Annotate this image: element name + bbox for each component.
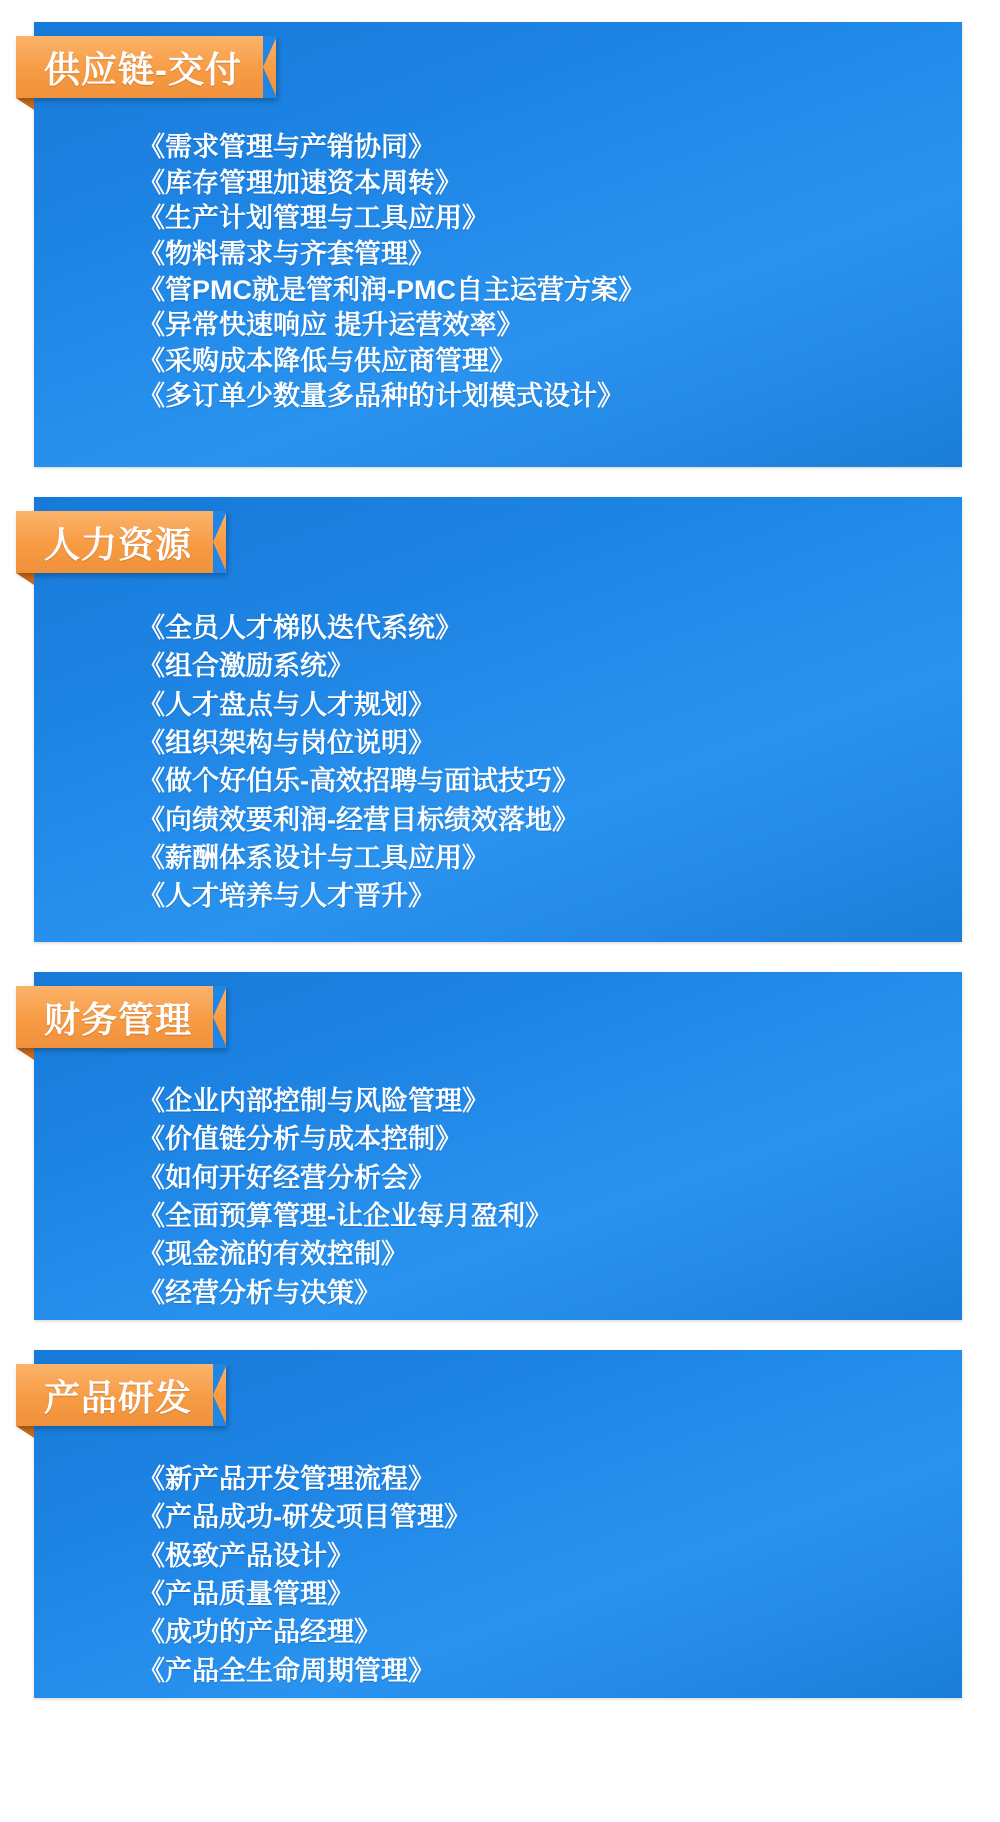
section-product-rnd	[34, 1350, 962, 1698]
ribbon-notch-icon	[263, 36, 277, 98]
list-item: 《管PMC就是管利润-PMC自主运营方案》	[138, 274, 645, 305]
list-item: 《多订单少数量多品种的计划模式设计》	[138, 381, 624, 412]
list-item: 《成功的产品经理》	[138, 1617, 381, 1648]
list-item: 《组合激励系统》	[138, 651, 354, 682]
list-item: 《做个好伯乐-高效招聘与面试技巧》	[138, 766, 579, 797]
section-title-ribbon	[16, 36, 276, 98]
list-item: 《组织架构与岗位说明》	[138, 727, 435, 758]
list-item: 《价值链分析与成本控制》	[138, 1124, 462, 1155]
list-item: 《采购成本降低与供应商管理》	[138, 345, 516, 376]
list-item: 《产品质量管理》	[138, 1578, 354, 1609]
list-item: 《极致产品设计》	[138, 1540, 354, 1571]
course-list	[138, 609, 932, 916]
list-item: 《人才盘点与人才规划》	[138, 689, 435, 720]
ribbon-fold-icon	[16, 98, 34, 110]
list-item: 《库存管理加速资本周转》	[138, 167, 462, 198]
list-item: 《向绩效要利润-经营目标绩效落地》	[138, 804, 579, 835]
section-title-ribbon	[16, 511, 226, 573]
list-item: 《生产计划管理与工具应用》	[138, 203, 489, 234]
list-item: 《物料需求与齐套管理》	[138, 238, 435, 269]
section-human-resources	[34, 497, 962, 942]
list-item: 《需求管理与产销协同》	[138, 132, 435, 162]
ribbon-notch-icon	[213, 1364, 227, 1426]
list-item: 《如何开好经营分析会》	[138, 1162, 435, 1193]
section-title: 人力资源	[44, 523, 193, 565]
list-item: 《全面预算管理-让企业每月盈利》	[138, 1200, 552, 1231]
list-item: 《产品成功-研发项目管理》	[138, 1502, 471, 1533]
section-title: 供应链-交付	[44, 48, 242, 90]
section-title: 财务管理	[44, 998, 193, 1040]
section-title-ribbon	[16, 1364, 226, 1426]
list-item: 《现金流的有效控制》	[138, 1239, 408, 1270]
list-item: 《产品全生命周期管理》	[138, 1655, 435, 1686]
course-list	[138, 1082, 932, 1312]
list-item: 《企业内部控制与风险管理》	[138, 1086, 489, 1116]
list-item: 《经营分析与决策》	[138, 1277, 381, 1308]
ribbon-fold-icon	[16, 1048, 34, 1060]
section-title: 产品研发	[44, 1376, 193, 1418]
section-supply-chain	[34, 22, 962, 467]
ribbon-fold-icon	[16, 1426, 34, 1438]
ribbon-notch-icon	[213, 511, 227, 573]
ribbon-notch-icon	[213, 986, 227, 1048]
list-item: 《薪酬体系设计与工具应用》	[138, 842, 489, 873]
ribbon-fold-icon	[16, 573, 34, 585]
list-item: 《新产品开发管理流程》	[138, 1464, 435, 1494]
list-item: 《人才培养与人才晋升》	[138, 881, 435, 912]
list-item: 《异常快速响应 提升运营效率》	[138, 310, 524, 341]
list-item: 《全员人才梯队迭代系统》	[138, 613, 462, 643]
section-finance	[34, 972, 962, 1320]
course-list	[138, 1460, 932, 1690]
course-list	[138, 130, 932, 415]
section-title-ribbon	[16, 986, 226, 1048]
